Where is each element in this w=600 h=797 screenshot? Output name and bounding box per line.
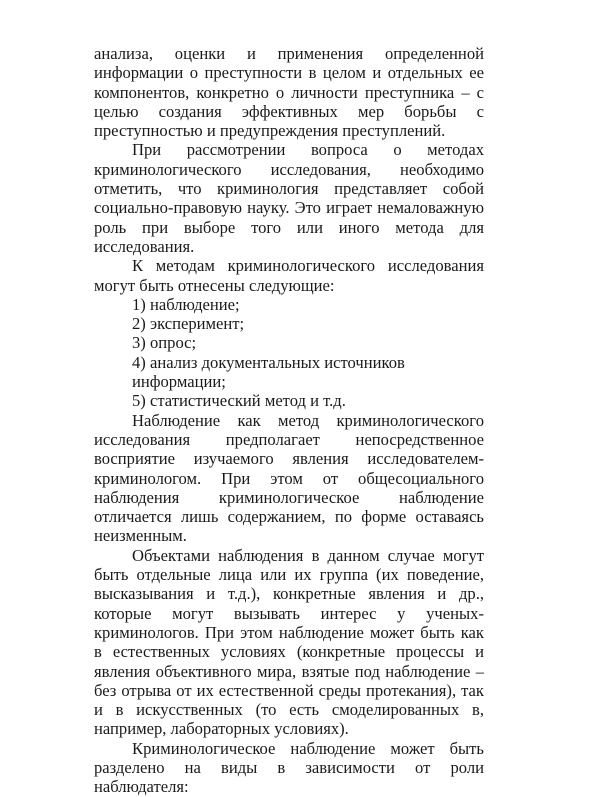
paragraph-observation-definition: Наблюдение как метод криминологического исследования предполагает непосредственное восприятие изучаемого явления исследователем-криминологом. При этом от общесоциального наблюдения криминологическое наблюдение отличается лишь содержанием, по форме оставаясь неизменным. xyxy=(94,410,484,546)
page-text xyxy=(94,44,484,797)
list-item-statistical-method: 5) статистический метод и т.д. xyxy=(132,391,346,411)
list-item-document-analysis: 4) анализ документальных источников информации; xyxy=(132,352,405,392)
paragraph-methods-list-lead: К методам криминологического исследования могут быть отнесены следующие: xyxy=(94,256,484,295)
paragraph-methods-intro: При рассмотрении вопроса о методах криминологического исследования, необходимо отметить, что криминология представляет собой социально-правовую науку. Это играет немаловажную роль при выборе того или иного метода для исследования. xyxy=(94,140,484,256)
list-item-experiment: 2) эксперимент; xyxy=(132,314,245,334)
list-item-survey: 3) опрос; xyxy=(132,333,197,353)
list-item-observation: 1) наблюдение; xyxy=(132,294,240,314)
paragraph-observation-types: Криминологическое наблюдение может быть разделено на виды в зависимости от роли наблюдателя: xyxy=(94,738,484,797)
paragraph-observation-objects: Объектами наблюдения в данном случае могут быть отдельные лица или их группа (их поведение, высказывания и т.д.), конкретные явления и др., которые могут вызывать интерес у ученых-криминологов. При этом наблюдение может быть как в естественных условиях (конкретные процессы и явления объективного мира, взятые под наблюдение – без отрыва от их естественной среды протекания), так и в искусственных (то есть смоделированных в, например, лабораторных условиях). xyxy=(94,545,484,739)
paragraph-continued: анализа, оценки и применения определенной информации о преступности в целом и отдельных ее компонентов, конкретно о личности преступника – с целью создания эффективных мер борьбы с преступностью и предупреждения преступлений. xyxy=(94,44,484,141)
